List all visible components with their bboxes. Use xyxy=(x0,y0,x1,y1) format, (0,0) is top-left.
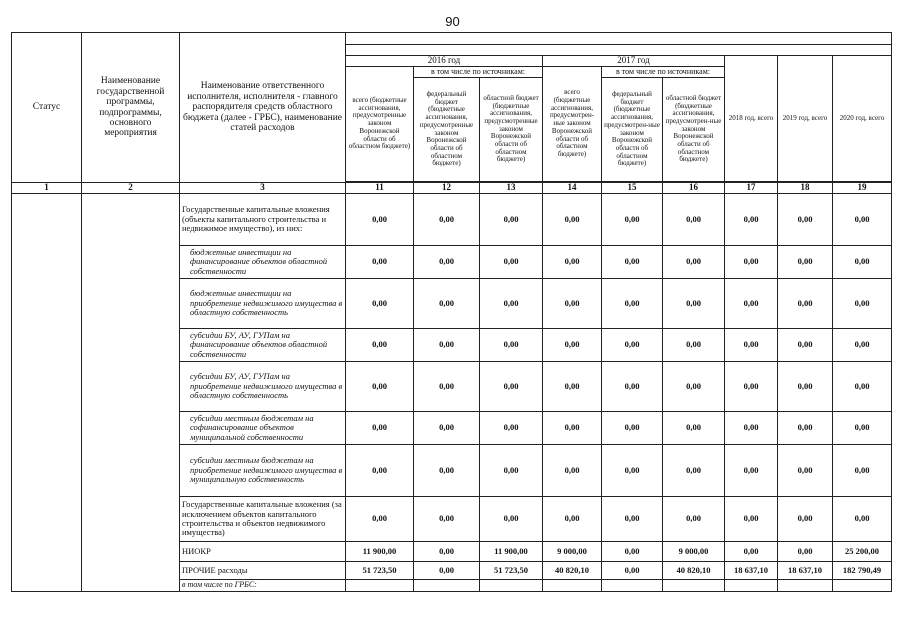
value-cell: 0,00 xyxy=(414,329,480,362)
value-cell: 0,00 xyxy=(833,412,892,445)
value-cell: 0,00 xyxy=(414,445,480,497)
value-cell: 0,00 xyxy=(414,542,480,562)
header-row-top xyxy=(12,33,892,45)
value-cell: 0,00 xyxy=(778,329,833,362)
value-cell: 0,00 xyxy=(346,497,414,542)
col-number: 19 xyxy=(833,183,892,194)
value-cell: 0,00 xyxy=(833,194,892,246)
value-cell: 0,00 xyxy=(480,279,543,329)
value-cell: 0,00 xyxy=(778,362,833,412)
value-cell: 0,00 xyxy=(833,279,892,329)
value-cell xyxy=(833,580,892,592)
value-cell: 0,00 xyxy=(346,329,414,362)
value-cell: 0,00 xyxy=(778,279,833,329)
value-cell: 18 637,10 xyxy=(725,562,778,580)
header-year-2016: 2016 год xyxy=(346,56,543,67)
value-cell: 0,00 xyxy=(833,497,892,542)
value-cell: 0,00 xyxy=(725,194,778,246)
value-cell: 0,00 xyxy=(833,246,892,279)
col-number: 3 xyxy=(180,183,346,194)
value-cell: 0,00 xyxy=(480,329,543,362)
col-number: 17 xyxy=(725,183,778,194)
status-cell xyxy=(12,194,82,592)
value-cell: 11 900,00 xyxy=(346,542,414,562)
header-incl-sources-2016: в том числе по источникам: xyxy=(414,67,543,78)
header-program-name: Наименование государственной программы, подпрограммы, основного мероприятия xyxy=(82,33,180,183)
value-cell: 40 820,10 xyxy=(543,562,602,580)
value-cell xyxy=(725,580,778,592)
col-number: 12 xyxy=(414,183,480,194)
value-cell: 0,00 xyxy=(543,362,602,412)
value-cell: 0,00 xyxy=(725,329,778,362)
value-cell: 18 637,10 xyxy=(778,562,833,580)
page-number: 90 xyxy=(445,14,460,29)
value-cell: 0,00 xyxy=(543,412,602,445)
row-label: бюджетные инвестиции на приобретение недвижимого имущества в областную собственность xyxy=(180,279,346,329)
value-cell: 0,00 xyxy=(778,445,833,497)
col-number: 2 xyxy=(82,183,180,194)
value-cell: 0,00 xyxy=(663,329,725,362)
value-cell: 0,00 xyxy=(602,194,663,246)
col-number: 14 xyxy=(543,183,602,194)
value-cell: 0,00 xyxy=(833,329,892,362)
value-cell xyxy=(663,580,725,592)
value-cell: 0,00 xyxy=(725,497,778,542)
row-label: субсидии БУ, АУ, ГУПам на приобретение недвижимого имущества в областную собственность xyxy=(180,362,346,412)
value-cell: 0,00 xyxy=(543,329,602,362)
value-cell: 0,00 xyxy=(778,542,833,562)
value-cell xyxy=(778,580,833,592)
value-cell: 0,00 xyxy=(602,542,663,562)
row-label: субсидии местным бюджетам на софинансирование объектов муниципальной собственности xyxy=(180,412,346,445)
header-incl-sources-2017: в том числе по источникам: xyxy=(602,67,725,78)
value-cell: 0,00 xyxy=(414,279,480,329)
header-executor-name: Наименование ответственного исполнителя, исполнителя - главного распорядителя средств областного бюджета (далее - ГРБС), наименование статей расходов xyxy=(180,33,346,183)
value-cell: 182 790,49 xyxy=(833,562,892,580)
header-year-2020: 2020 год, всего xyxy=(833,56,892,182)
value-cell: 0,00 xyxy=(480,362,543,412)
col-number: 18 xyxy=(778,183,833,194)
value-cell: 0,00 xyxy=(663,497,725,542)
value-cell: 40 820,10 xyxy=(663,562,725,580)
row-label: ПРОЧИЕ расходы xyxy=(180,562,346,580)
value-cell: 0,00 xyxy=(663,362,725,412)
value-cell: 0,00 xyxy=(543,246,602,279)
value-cell: 0,00 xyxy=(725,445,778,497)
value-cell: 0,00 xyxy=(480,194,543,246)
col-number: 1 xyxy=(12,183,82,194)
value-cell: 0,00 xyxy=(602,279,663,329)
value-cell: 0,00 xyxy=(725,279,778,329)
table-row xyxy=(12,194,892,246)
value-cell: 0,00 xyxy=(414,412,480,445)
header-status: Статус xyxy=(12,33,82,183)
value-cell: 25 200,00 xyxy=(833,542,892,562)
value-cell: 0,00 xyxy=(663,194,725,246)
value-cell: 0,00 xyxy=(346,194,414,246)
value-cell: 0,00 xyxy=(602,412,663,445)
row-label: субсидии местным бюджетам на приобретение недвижимого имущества в муниципальную собственность xyxy=(180,445,346,497)
value-cell: 0,00 xyxy=(725,246,778,279)
value-cell: 0,00 xyxy=(602,362,663,412)
value-cell: 0,00 xyxy=(663,246,725,279)
value-cell: 0,00 xyxy=(346,445,414,497)
value-cell: 0,00 xyxy=(833,362,892,412)
value-cell xyxy=(480,580,543,592)
column-number-row xyxy=(12,183,892,194)
header-regional-2016: областной бюджет (бюджетные ассигнования, предусмотренные законом Воронежской области об областном бюджете) xyxy=(480,78,543,182)
value-cell: 51 723,50 xyxy=(346,562,414,580)
value-cell: 0,00 xyxy=(778,497,833,542)
value-cell: 11 900,00 xyxy=(480,542,543,562)
value-cell: 0,00 xyxy=(778,412,833,445)
value-cell: 0,00 xyxy=(480,445,543,497)
program-cell xyxy=(82,194,180,592)
value-cell: 0,00 xyxy=(663,412,725,445)
budget-table xyxy=(11,32,892,592)
col-number: 16 xyxy=(663,183,725,194)
value-cell: 0,00 xyxy=(778,246,833,279)
value-cell xyxy=(346,580,414,592)
value-cell xyxy=(414,580,480,592)
row-label: Государственные капитальные вложения (объекты капитального строительства и недвижимое имущество), из них: xyxy=(180,194,346,246)
value-cell: 0,00 xyxy=(725,412,778,445)
col-number: 11 xyxy=(346,183,414,194)
header-year-2018: 2018 год, всего xyxy=(725,56,778,182)
value-cell: 0,00 xyxy=(663,445,725,497)
value-cell: 0,00 xyxy=(602,497,663,542)
value-cell: 0,00 xyxy=(543,497,602,542)
header-blank-top xyxy=(346,33,892,45)
value-cell: 0,00 xyxy=(480,246,543,279)
value-cell: 0,00 xyxy=(414,362,480,412)
header-total-2017: всего (бюджетные ассигнования, предусмотрен-ные законом Воронежской области об областном бюджете) xyxy=(543,67,602,182)
value-cell: 0,00 xyxy=(543,194,602,246)
value-cell: 0,00 xyxy=(346,412,414,445)
value-cell: 0,00 xyxy=(725,542,778,562)
row-label: в том числе по ГРБС: xyxy=(180,580,346,592)
row-label: субсидии БУ, АУ, ГУПам на финансирование объектов областной собственности xyxy=(180,329,346,362)
value-cell: 0,00 xyxy=(480,412,543,445)
row-label: НИОКР xyxy=(180,542,346,562)
header-federal-2017: федеральный бюджет (бюджетные ассигнования, предусмотрен-ные законом Воронежской области об областном бюджете) xyxy=(602,78,663,182)
value-cell: 9 000,00 xyxy=(663,542,725,562)
value-cell: 0,00 xyxy=(543,279,602,329)
value-cell: 9 000,00 xyxy=(543,542,602,562)
value-cell: 0,00 xyxy=(602,329,663,362)
value-cell: 0,00 xyxy=(346,362,414,412)
value-cell: 0,00 xyxy=(663,279,725,329)
value-cell: 0,00 xyxy=(346,246,414,279)
value-cell: 0,00 xyxy=(414,194,480,246)
header-federal-2016: федеральный бюджет (бюджетные ассигнования, предусмотренные законом Воронежской области об областном бюджете) xyxy=(414,78,480,182)
col-number: 15 xyxy=(602,183,663,194)
value-cell: 0,00 xyxy=(602,562,663,580)
value-cell: 0,00 xyxy=(480,497,543,542)
header-blank-second xyxy=(346,45,892,56)
value-cell: 51 723,50 xyxy=(480,562,543,580)
value-cell xyxy=(543,580,602,592)
value-cell: 0,00 xyxy=(414,246,480,279)
header-year-2017: 2017 год xyxy=(543,56,725,67)
header-total-2016: всего (бюджетные ассигнования, предусмотренные законом Воронежской области об областном бюджете) xyxy=(346,67,414,182)
value-cell: 0,00 xyxy=(543,445,602,497)
header-year-2019: 2019 год, всего xyxy=(778,56,833,182)
value-cell: 0,00 xyxy=(602,445,663,497)
value-cell xyxy=(602,580,663,592)
value-cell: 0,00 xyxy=(602,246,663,279)
value-cell: 0,00 xyxy=(346,279,414,329)
value-cell: 0,00 xyxy=(833,445,892,497)
value-cell: 0,00 xyxy=(414,497,480,542)
value-cell: 0,00 xyxy=(725,362,778,412)
value-cell: 0,00 xyxy=(414,562,480,580)
col-number: 13 xyxy=(480,183,543,194)
row-label: бюджетные инвестиции на финансирование объектов областной собственности xyxy=(180,246,346,279)
value-cell: 0,00 xyxy=(778,194,833,246)
row-label: Государственные капитальные вложения (за исключением объектов капитального строительства и объектов недвижимого имущества) xyxy=(180,497,346,542)
header-regional-2017: областной бюджет (бюджетные ассигнования, предусмотрен-ные законом Воронежской области об областном бюджете) xyxy=(663,78,725,182)
